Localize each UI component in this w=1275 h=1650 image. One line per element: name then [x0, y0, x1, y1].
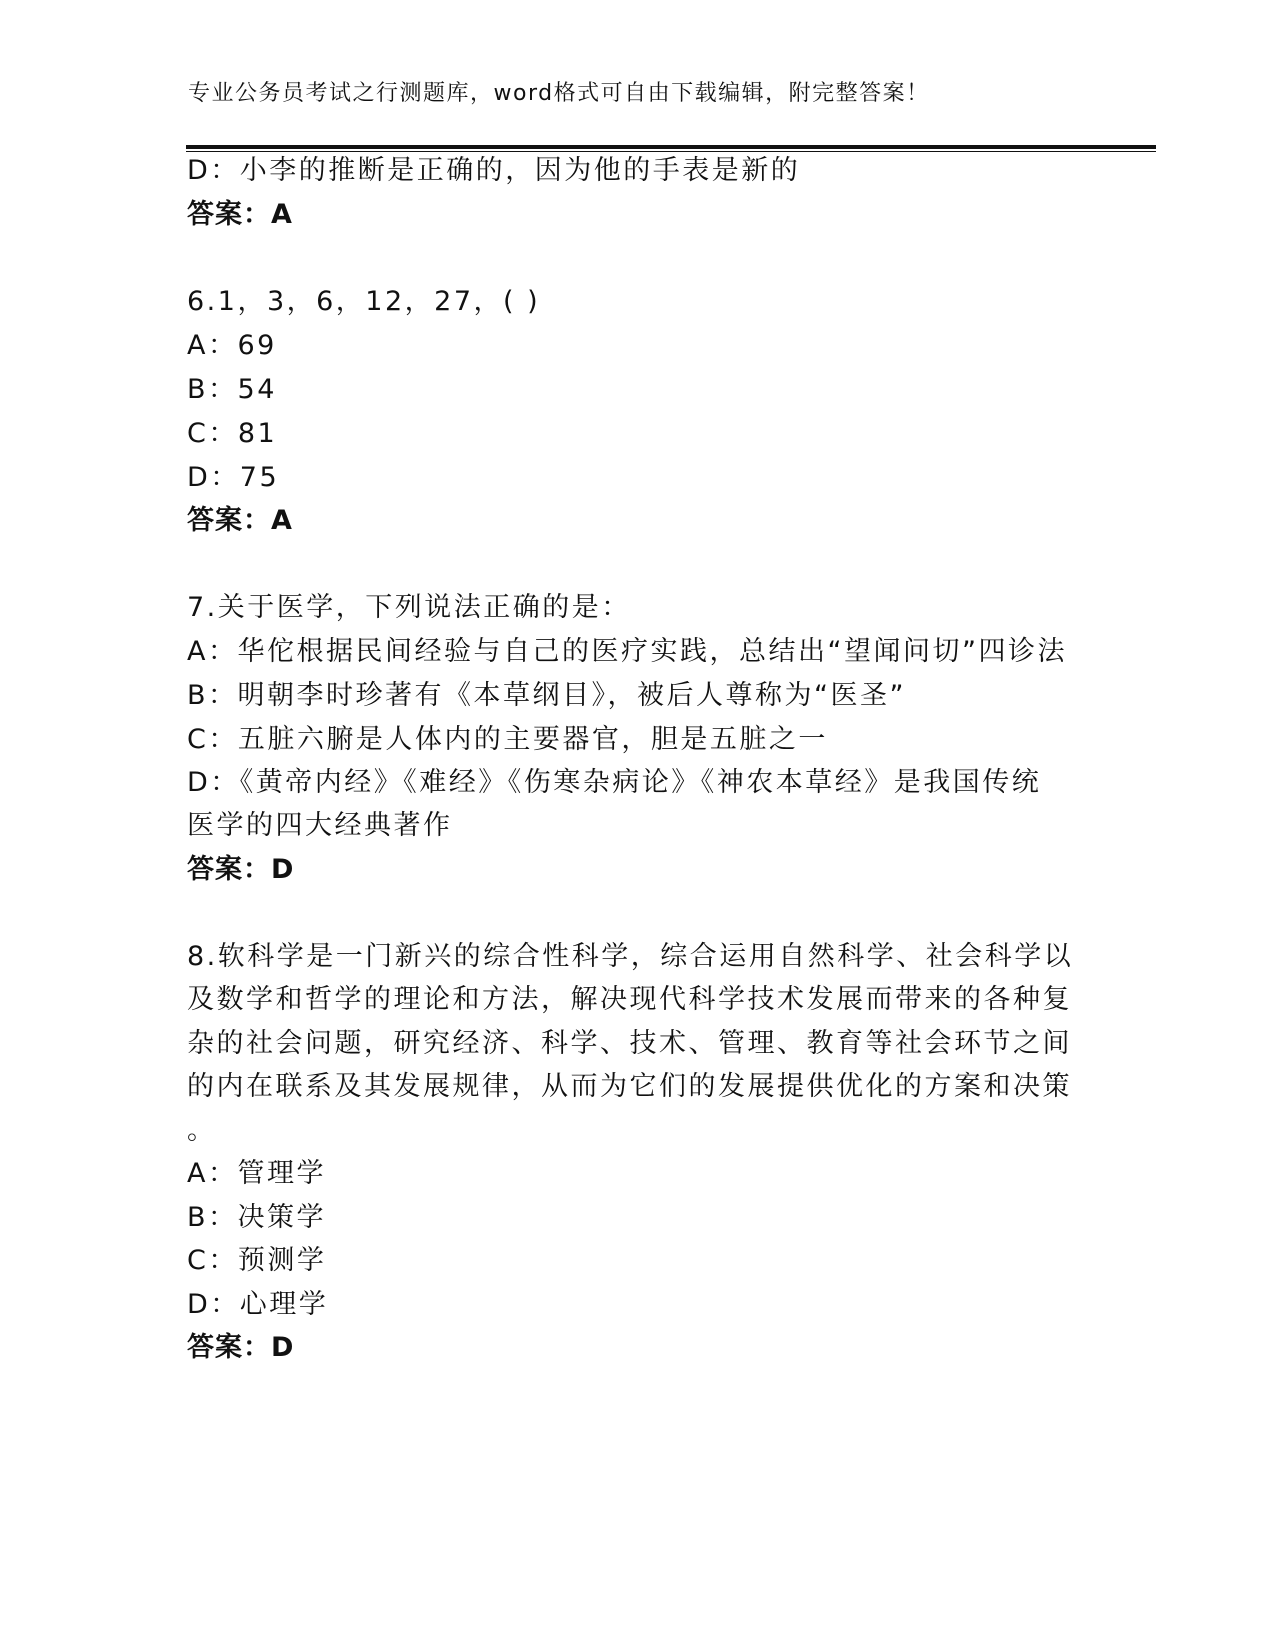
q8-stem-line: 。 [187, 1115, 217, 1146]
q7-option-a: A：华佗根据民间经验与自己的医疗实践，总结出“望闻问切”四诊法 [187, 636, 1067, 667]
q6-option-d: D：75 [187, 462, 280, 493]
q8-option-b: B：决策学 [187, 1202, 327, 1233]
q8-stem-line: 杂的社会问题，研究经济、科学、技术、管理、教育等社会环节之间 [187, 1028, 1072, 1059]
q6-option-b: B：54 [187, 374, 277, 405]
q8-option-a: A：管理学 [187, 1158, 326, 1189]
q7-option-d: D：《黄帝内经》《难经》《伤寒杂病论》《神农本草经》是我国传统 [187, 767, 1042, 798]
prev-option-d: D：小李的推断是正确的，因为他的手表是新的 [187, 155, 801, 186]
q8-stem-line: 及数学和哲学的理论和方法，解决现代科学技术发展而带来的各种复 [187, 984, 1072, 1015]
q7-option-b: B：明朝李时珍著有《本草纲目》，被后人尊称为“医圣” [187, 680, 906, 711]
page-header: 专业公务员考试之行测题库，word格式可自由下载编辑，附完整答案！ [188, 81, 930, 106]
header-rule-thin [186, 151, 1156, 152]
q8-stem-line: 的内在联系及其发展规律，从而为它们的发展提供优化的方案和决策 [187, 1071, 1072, 1102]
q8-stem-line: 8.软科学是一门新兴的综合性科学，综合运用自然科学、社会科学以 [187, 941, 1074, 972]
q7-stem: 7.关于医学，下列说法正确的是： [187, 592, 631, 623]
q6-option-a: A：69 [187, 330, 277, 361]
header-rule-thick [186, 145, 1156, 149]
q7-answer: 答案：D [187, 854, 295, 885]
q7-option-c: C：五脏六腑是人体内的主要器官，胆是五脏之一 [187, 724, 828, 755]
q8-option-c: C：预测学 [187, 1245, 327, 1276]
q8-option-d: D：心理学 [187, 1289, 329, 1320]
q6-answer: 答案：A [187, 505, 293, 536]
prev-answer: 答案：A [187, 199, 293, 230]
q7-option-d-continued: 医学的四大经典著作 [187, 810, 453, 841]
q6-option-c: C：81 [187, 418, 278, 449]
q6-stem: 6.1，3，6，12，27，( ) [187, 286, 541, 317]
q8-answer: 答案：D [187, 1332, 295, 1363]
